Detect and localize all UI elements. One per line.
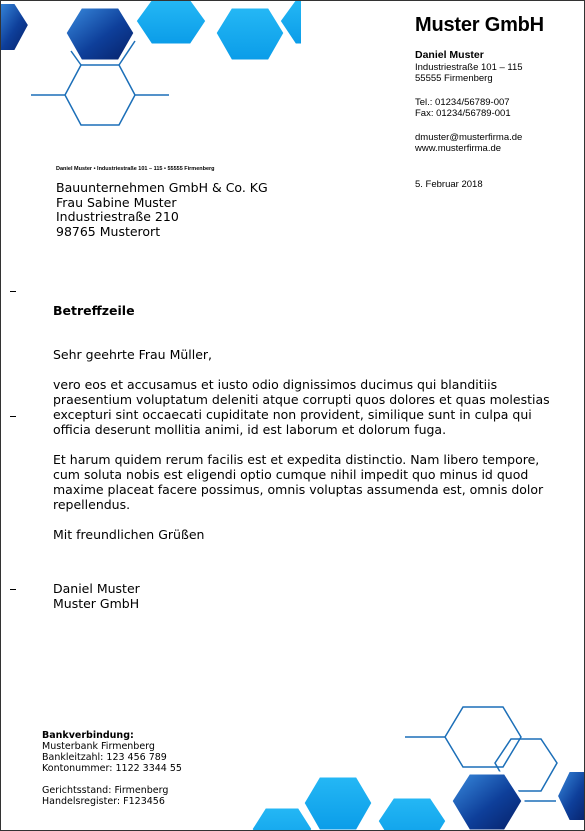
bank-code: Bankleitzahl: 123 456 789 — [42, 752, 167, 763]
bank-name: Musterbank Firmenberg — [42, 741, 155, 752]
commercial-register: Handelsregister: F123456 — [42, 796, 165, 807]
hexagon-shape — [303, 776, 373, 831]
footer-block — [42, 730, 182, 807]
letter-body — [53, 347, 553, 557]
hexagon-shape — [557, 771, 585, 821]
sender-city: 55555 Firmenberg — [415, 73, 493, 84]
sender-phone: Tel.: 01234/56789-007 — [415, 96, 510, 108]
return-address-line: Daniel Muster • Industriestraße 101 – 115 • 55555 Firmenberg — [56, 166, 215, 172]
body-paragraph: vero eos et accusamus et iusto odio dignissimos ducimus qui blanditiis praesentium voluptatum deleniti atque corrupti quos dolores et quas molestias excepturi sint occaecati cupiditate non provident, similique sunt in culpa qui officia deserunt mollitia animi, id est laborum et dolorum fuga. — [53, 377, 550, 437]
body-paragraph: Et harum quidem rerum facilis est et expedita distinctio. Nam libero tempore, cum soluta nobis est eligendi optio cumque nihil impedit quo minus id quod maxime placeat facere possimus, omnis voluptas assumenda est, omnis dolor repellendus. — [53, 452, 544, 512]
hexagon-outline — [445, 707, 521, 767]
account-number: Kontonummer: 1122 3344 55 — [42, 763, 182, 774]
signature-company: Muster GmbH — [53, 596, 140, 611]
salutation: Sehr geehrte Frau Müller, — [53, 347, 213, 362]
hexagon-shape — [251, 807, 313, 831]
recipient-street: Industriestraße 210 — [56, 209, 179, 224]
recipient-city: 98765 Musterort — [56, 223, 161, 239]
letter-date: 5. Februar 2018 — [415, 179, 483, 190]
company-name: Muster GmbH — [415, 14, 544, 36]
recipient-company: Bauunternehmen GmbH & Co. KG — [56, 180, 268, 195]
hexagon-shape — [451, 773, 523, 831]
signature-block — [53, 581, 140, 611]
recipient-address — [56, 181, 268, 239]
subject-line: Betreffzeile — [53, 303, 135, 318]
closing: Mit freundlichen Grüßen — [53, 527, 205, 542]
court-jurisdiction: Gerichtsstand: Firmenberg — [42, 785, 169, 796]
signature-name: Daniel Muster — [53, 581, 140, 596]
fold-mark — [10, 291, 16, 292]
sender-block — [415, 50, 523, 155]
sender-name: Daniel Muster — [415, 49, 484, 61]
punch-mark — [10, 416, 16, 417]
sender-email[interactable]: dmuster@musterfirma.de — [415, 131, 523, 143]
hexagon-shape — [377, 797, 447, 831]
sender-street: Industriestraße 101 – 115 — [415, 61, 523, 73]
sender-fax: Fax: 01234/56789-001 — [415, 108, 511, 119]
fold-mark — [10, 589, 16, 590]
sender-website[interactable]: www.musterfirma.de — [415, 143, 502, 154]
recipient-person: Frau Sabine Muster — [56, 194, 177, 210]
bank-heading: Bankverbindung: — [42, 730, 134, 741]
